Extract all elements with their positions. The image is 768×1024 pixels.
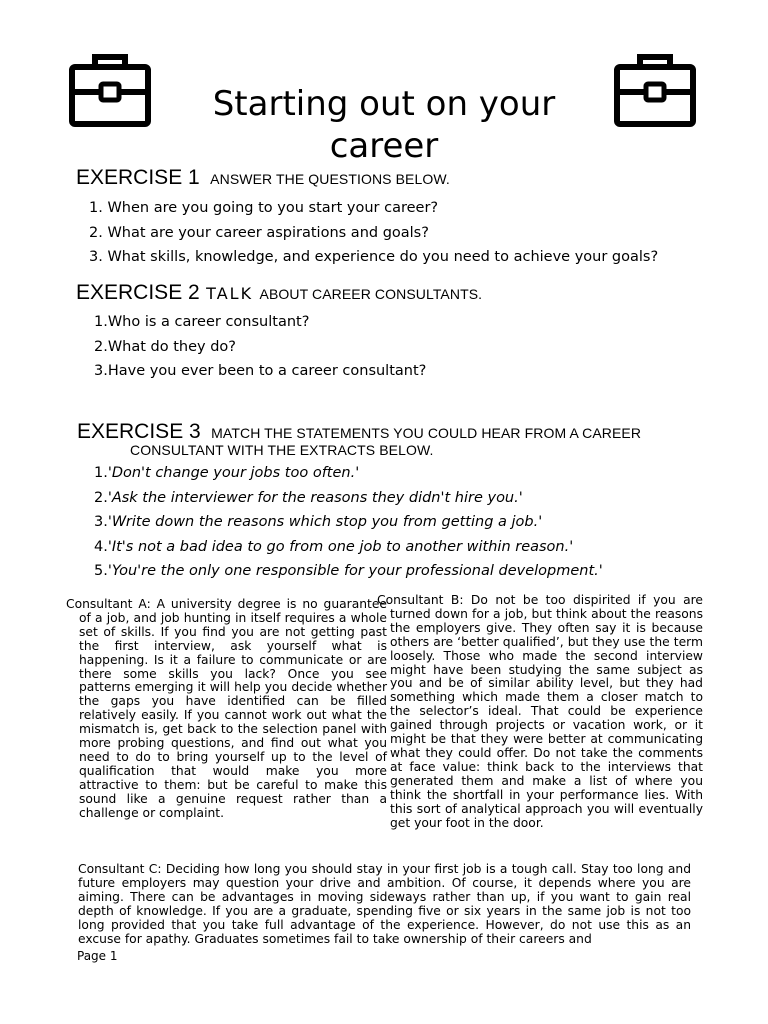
exercise-3-statements bbox=[94, 461, 603, 584]
list-item: 1.'Don't change your jobs too often.' bbox=[94, 465, 360, 481]
page-title: Starting out on your career bbox=[212, 83, 556, 166]
exercise-1-heading bbox=[76, 166, 450, 190]
list-item: 1.Who is a career consultant? bbox=[94, 314, 310, 330]
list-item: 3.Have you ever been to a career consultant? bbox=[94, 363, 427, 379]
consultant-c-extract: Consultant C: Deciding how long you should stay in your first job is a tough call. Stay too long and future employers may question your drive and ambition. Of course, it depends where you are aiming. There can be advantages in moving sideways rather than up, if you want to gain real depth of knowledge. If you are a graduate, spending five or six years in the same job is not too long provided that you take full advantage of the experience. However, do not use this as an excuse for apathy. Graduates sometimes fail to take ownership of their careers and bbox=[78, 862, 691, 946]
exercise-2-heading bbox=[76, 281, 482, 305]
exercise-1-questions bbox=[89, 196, 658, 270]
exercise-3-instruction-cont: CONSULTANT WITH THE EXTRACTS BELOW. bbox=[130, 442, 434, 458]
consultant-b-extract: Consultant B: Do not be too dispirited if you are turned down for a job, but think about the reasons the employers give. They often say it is because others are ‘better qualified’, but they use the term loosely. Those who made the second interview might have been studying the same subject as you and be of similar ability level, but they had something which made them a closer match to the selector’s ideal. That could be experience gained through projects or vacation work, or it might be that they were better at communicating what they could offer. Do not take the comments at face value: think back to the interviews that generated them and make a list of where you think the shortfall in your performance lies. With this sort of analytical approach you will eventually get your foot in the door. bbox=[377, 593, 703, 830]
list-item: 1. When are you going to you start your career? bbox=[89, 200, 439, 216]
exercise-3-label: EXERCISE 3 bbox=[77, 420, 201, 443]
exercise-2-questions bbox=[94, 310, 426, 384]
briefcase-icon bbox=[69, 51, 151, 127]
exercise-2-talk: TALK bbox=[206, 284, 254, 303]
briefcase-icon bbox=[614, 51, 696, 127]
list-item: 3.'Write down the reasons which stop you from getting a job.' bbox=[94, 514, 543, 530]
list-item: 4.'It's not a bad idea to go from one job to another within reason.' bbox=[94, 538, 574, 555]
list-item: 2. What are your career aspirations and goals? bbox=[89, 224, 429, 241]
list-item: 2.What do they do? bbox=[94, 338, 236, 355]
list-item: 2.'Ask the interviewer for the reasons they didn't hire you.' bbox=[94, 489, 523, 506]
exercise-2-instruction: ABOUT CAREER CONSULTANTS. bbox=[259, 286, 483, 302]
exercise-2-label: EXERCISE 2 bbox=[76, 281, 200, 304]
exercise-1-instruction: ANSWER THE QUESTIONS BELOW. bbox=[210, 171, 450, 187]
exercise-1-label: EXERCISE 1 bbox=[76, 166, 200, 189]
exercise-3-heading bbox=[77, 420, 641, 444]
list-item: 5.'You're the only one responsible for your professional development.' bbox=[94, 563, 603, 579]
exercise-3-instruction: MATCH THE STATEMENTS YOU COULD HEAR FROM A CAREER bbox=[211, 425, 642, 441]
page-number: Page 1 bbox=[77, 949, 118, 963]
consultant-a-extract: Consultant A: A university degree is no guarantee of a job, and job hunting in itself requires a whole set of skills. If you find you are not getting past the first interview, ask yourself what is happening. Is it a failure to communicate or are there some skills you lack? Once you see patterns emerging it will help you decide whether the gaps you have identified can be filled relatively easily. If you cannot work out what the mismatch is, get back to the selection panel with more probing questions, and find out what you need to do to bring yourself up to the level of qualification that would make you more attractive to them: but be careful to make this sound like a genuine request rather than a challenge or complaint. bbox=[66, 597, 387, 820]
list-item: 3. What skills, knowledge, and experience do you need to achieve your goals? bbox=[89, 249, 659, 265]
